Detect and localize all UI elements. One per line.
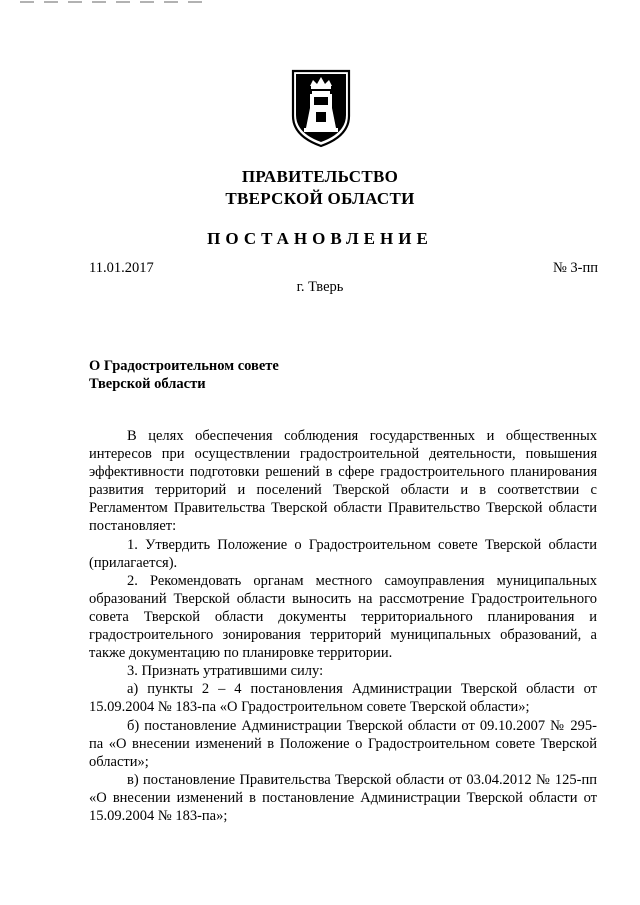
body-paragraph: б) постановление Администрации Тверской области от 09.10.2007 № 295-па «О внесении изменений в Положение о Градостроительном совете Тверской области»; — [89, 717, 597, 770]
document-number: № 3-пп — [552, 260, 598, 276]
body-paragraph: в) постановление Правительства Тверской области от 03.04.2012 № 125-пп «О внесении изменений в постановление Администрации Тверской области от 15.09.2004 № 183-па»; — [89, 771, 597, 824]
tver-coat-of-arms-icon — [290, 68, 352, 148]
body-paragraph: 1. Утвердить Положение о Градостроительном совете Тверской области (прилагается). — [89, 536, 597, 571]
title-line2: Тверской области — [89, 376, 206, 392]
org-name-line1: ПРАВИТЕЛЬСТВО — [241, 167, 399, 186]
org-name-line2: ТВЕРСКОЙ ОБЛАСТИ — [225, 189, 415, 208]
document-city: г. Тверь — [296, 279, 344, 295]
body-paragraph: 2. Рекомендовать органам местного самоуправления муниципальных образований Тверской области выносить на рассмотрение Градостроительного совета Тверской области документы территориального планирования и градостроительного зонирования территорий муниципальных образований, а также документацию по планировке территории. — [89, 572, 597, 662]
body-paragraph: а) пункты 2 – 4 постановления Администрации Тверской области от 15.09.2004 № 183-па «О Градостроительном совете Тверской области»; — [89, 681, 597, 716]
document-type: ПОСТАНОВЛЕНИЕ — [207, 229, 433, 248]
document-date: 11.01.2017 — [89, 260, 154, 276]
body-paragraph: В целях обеспечения соблюдения государственных и общественных интересов при осуществлении градостроительной деятельности, повышения эффективности подготовки решений в сфере градостроительного планирования развития территорий и поселений Тверской области и в соответствии с Регламентом Правительства Тверской области Правительство Тверской области постановляет: — [89, 428, 597, 535]
title-line1: О Градостроительном совете — [89, 358, 279, 374]
document-body — [89, 427, 597, 825]
document-title — [89, 357, 279, 393]
body-paragraph: 3. Признать утратившими силу: — [127, 663, 324, 680]
scan-artifact-marks — [0, 0, 640, 6]
